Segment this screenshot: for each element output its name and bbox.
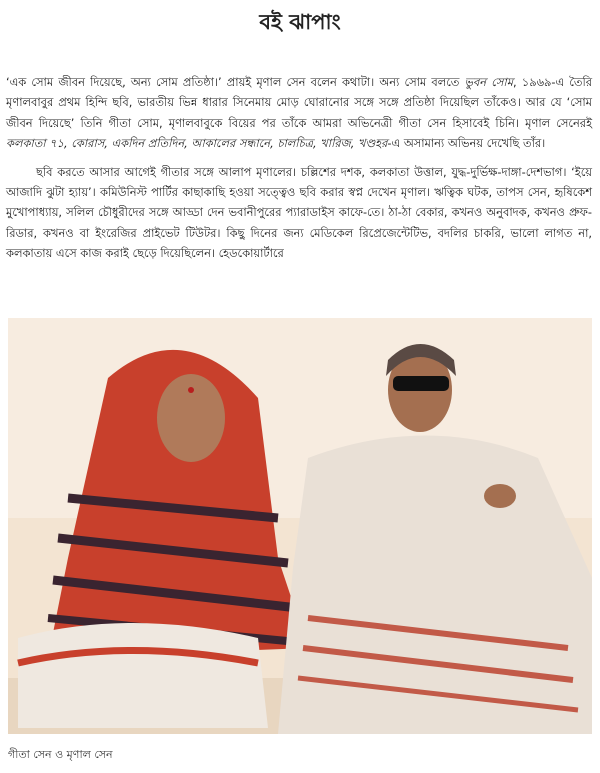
article-paragraph-1 <box>6 72 592 154</box>
woman-bindi <box>188 387 194 393</box>
sunglasses-icon <box>393 376 449 391</box>
paragraph-1-text-b: , ১৯৬৯-এ তৈরি মৃণালবাবুর প্রথম হিন্দি ছবি, ভারতীয় ভিন্ন ধারার সিনেমায় মোড় ঘোরানোর সঙ্গে সঙ্গে প্রতিষ্ঠা দিয়েছিল তাঁকেও। আর যে ‘সোম জীবন দিয়েছে’ তিনি গীতা সোম, মৃণালবাবুকে বিয়ের পর তাঁকে আমরা অভিনেত্রী গীতা সেন হিসাবেই চিনি। মৃণাল সেনেরই <box>6 75 592 130</box>
paragraph-1-text-c: -এ অসামান্য অভিনয় দেখেছি তাঁর। <box>387 136 546 151</box>
photo-illustration <box>8 318 592 734</box>
film-title-list: কলকাতা ৭১, কোরাস, একদিন প্রতিদিন, আকালের সন্ধানে, চালচিত্র, খারিজ, খণ্ডহর <box>6 136 388 151</box>
paragraph-1-text-a: ‘এক সোম জীবন দিয়েছে, অন্য সোম প্রতিষ্ঠা।’ প্রায়ই মৃণাল সেন বলেন কথাটা। অন্য সোম বলতে <box>6 75 465 89</box>
article-paragraph-2: ছবি করতে আসার আগেই গীতার সঙ্গে আলাপ মৃণালের। চল্লিশের দশক, কলকাতা উত্তাল, যুদ্ধ-দুর্ভিক্ষ-দাঙ্গা-দেশভাগ। ‘ইয়ে আজাদি ঝুটা হ্যায়’। কমিউনিস্ট পার্টির কাছাকাছি হওয়া সত্ত্বেও ছবি করার স্বপ্ন দেখেন মৃণাল। ঋত্বিক ঘটক, তাপস সেন, হৃষিকেশ মুখোপাধ্যায়, সলিল চৌধুরীদের সঙ্গে আড্ডা দেন ভবানীপুরের প্যারাডাইস কাফে-তে। ঠা-ঠা বেকার, কখনও অনুবাদক, কখনও প্রুফ-রিডার, কখনও বা ইংরেজির প্রাইভেট টিউটর। কিছু দিনের জন্য মেডিকেল রিপ্রেজেন্টেটিভ, বদলির চাকরি, ভালো লাগত না, কলকাতায় এসে কাজ করাই ছেড়ে দিয়েছিলেন। হেডকোয়ার্টারে <box>6 164 592 261</box>
page-heading: বই ঝাপাং <box>259 10 341 34</box>
article-body <box>6 72 592 264</box>
woman-lap-cloth <box>18 623 268 728</box>
man-hand <box>484 484 516 508</box>
photo-caption: গীতা সেন ও মৃণাল সেন <box>8 748 113 761</box>
man-shawl <box>278 436 592 735</box>
photo-gita-and-mrinal-sen <box>8 318 592 734</box>
film-title-bhuvan-shome: ভুবন সোম <box>464 75 514 89</box>
